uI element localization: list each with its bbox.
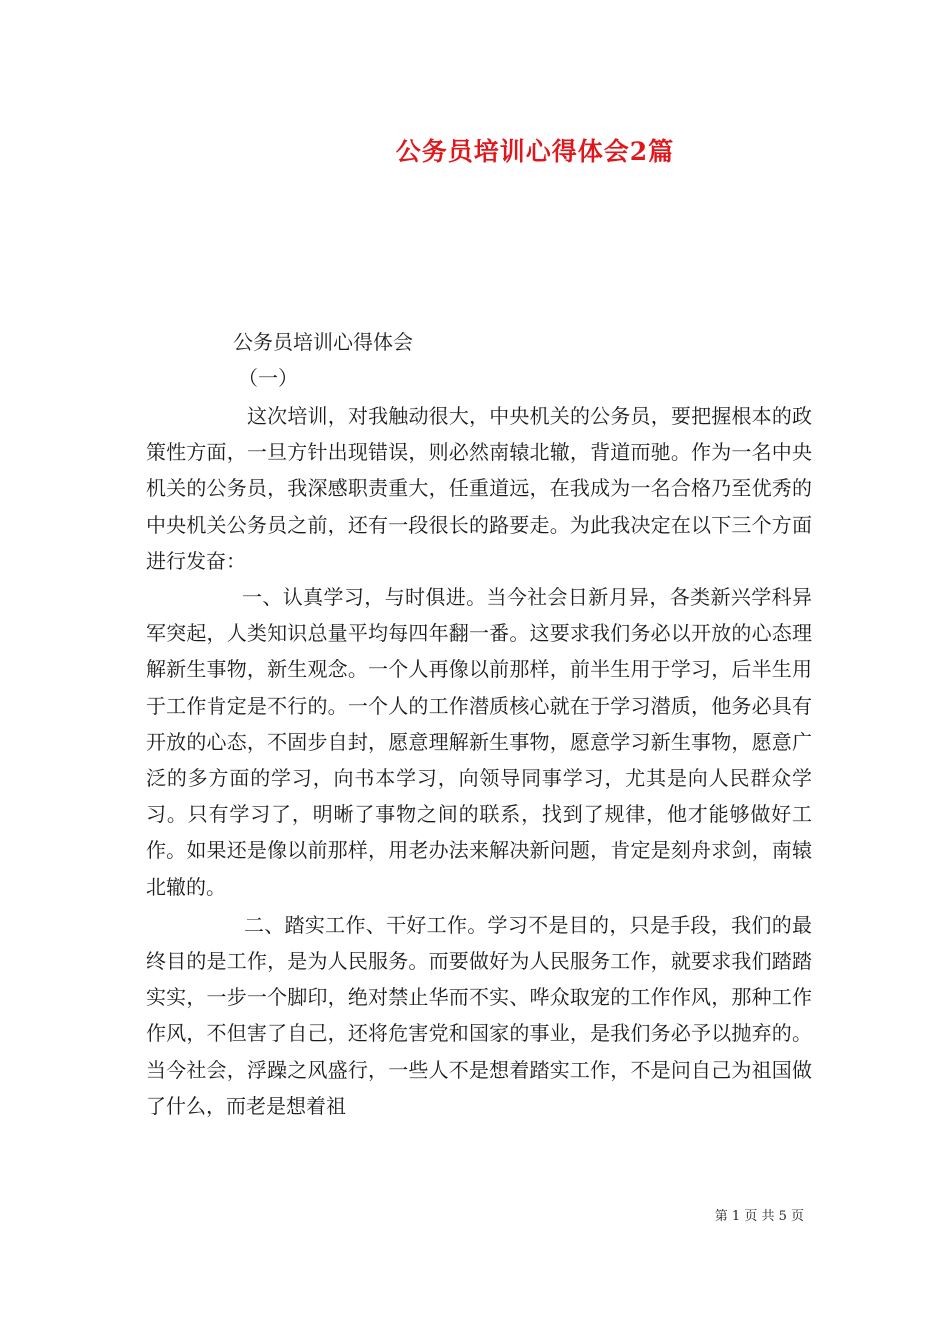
paragraph-work: 二、踏实工作、干好工作。学习不是目的，只是手段，我们的最终目的是工作，是为人民服务。而要做好为人民服务工作，就要求我们踏踏实实，一步一个脚印，绝对禁止华而不实、哗众取宠的工作作风，那种工作作风，不但害了自己，还将危害党和国家的事业，是我们务必予以抛弃的。当今社会，浮躁之风盛行，一些人不是想着踏实工作，不是问自己为祖国做了什么，而老是想着祖	[146, 912, 812, 1118]
paragraph-study: 一、认真学习，与时俱进。当今社会日新月异，各类新兴学科异军突起，人类知识总量平均每四年翻一番。这要求我们务必以开放的心态理解新生事物，新生观念。一个人再像以前那样，前半生用于学习，后半生用于工作肯定是不行的。一个人的工作潜质核心就在于学习潜质，他务必具有开放的心态，不固步自封，愿意理解新生事物，愿意学习新生事物，愿意广泛的多方面的学习，向书本学习，向领导同事学习，尤其是向人民群众学习。只有学习了，明晰了事物之间的联系，找到了规律，他才能够做好工作。如果还是像以前那样，用老办法来解决新问题，肯定是刻舟求剑，南辕北辙的。	[146, 585, 812, 899]
page-number: 第 1 页 共 5 页	[714, 1209, 804, 1224]
paragraph-intro: 这次培训，对我触动很大，中央机关的公务员，要把握根本的政策性方面，一旦方针出现错误，则必然南辕北辙，背道而驰。作为一名中央机关的公务员，我深感职责重大，任重道远，在我成为一名合格乃至优秀的中央机关公务员之前，还有一段很长的路要走。为此我决定在以下三个方面进行发奋：	[146, 404, 812, 573]
section-heading: 公务员培训心得体会	[233, 330, 413, 354]
body-text	[146, 398, 812, 1124]
section-index: （一）	[238, 366, 298, 390]
document-title: 公务员培训心得体会2篇	[395, 137, 675, 166]
